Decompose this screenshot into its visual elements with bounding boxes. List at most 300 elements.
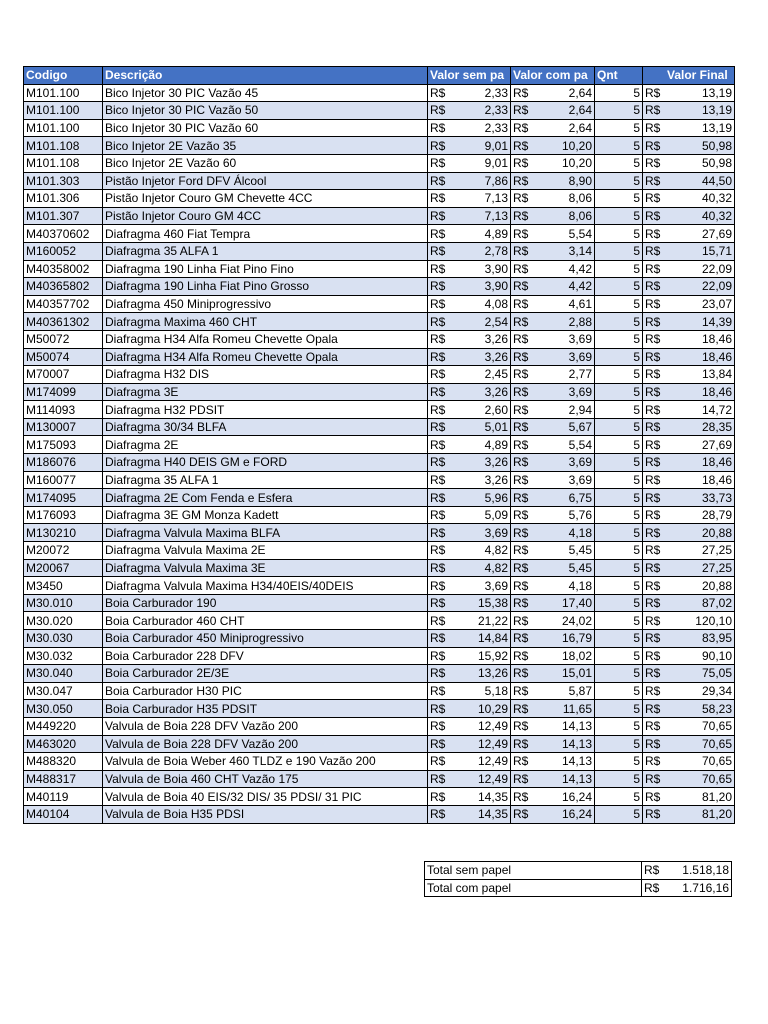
cell-codigo[interactable]: M30.032 [24, 647, 103, 665]
cell-valor-final[interactable]: 27,25 [665, 559, 735, 577]
cell-qnt[interactable]: 5 [595, 260, 643, 278]
cell-valor-final[interactable]: 15,71 [665, 242, 735, 260]
cell-valor-com-papel[interactable]: 6,75 [533, 489, 595, 507]
cell-qnt[interactable]: 5 [595, 682, 643, 700]
cell-codigo[interactable]: M30.040 [24, 665, 103, 683]
currency-symbol: R$ [643, 612, 665, 630]
table-row [24, 542, 735, 560]
cell-valor-sem-papel[interactable]: 3,69 [450, 524, 511, 542]
cell-valor-sem-papel[interactable]: 12,49 [450, 770, 511, 788]
cell-valor-sem-papel[interactable]: 15,38 [450, 594, 511, 612]
cell-codigo[interactable]: M40365802 [24, 278, 103, 296]
cell-descricao[interactable]: Bico Injetor 30 PIC Vazão 45 [103, 84, 428, 102]
currency-symbol: R$ [643, 172, 665, 190]
cell-descricao[interactable]: Diafragma Valvula Maxima 2E [103, 542, 428, 560]
currency-symbol: R$ [643, 665, 665, 683]
cell-valor-final[interactable]: 75,05 [665, 665, 735, 683]
cell-valor-sem-papel[interactable]: 5,96 [450, 489, 511, 507]
cell-qnt[interactable]: 5 [595, 454, 643, 472]
cell-descricao[interactable]: Diafragma 35 ALFA 1 [103, 471, 428, 489]
cell-codigo[interactable]: M130007 [24, 418, 103, 436]
cell-descricao[interactable]: Diafragma 2E Com Fenda e Esfera [103, 489, 428, 507]
cell-codigo[interactable]: M174099 [24, 383, 103, 401]
cell-descricao[interactable]: Diafragma 460 Fiat Tempra [103, 225, 428, 243]
cell-codigo[interactable]: M101.303 [24, 172, 103, 190]
cell-valor-final[interactable]: 20,88 [665, 524, 735, 542]
cell-valor-com-papel[interactable]: 2,94 [533, 401, 595, 419]
cell-valor-final[interactable]: 20,88 [665, 577, 735, 595]
cell-codigo[interactable]: M174095 [24, 489, 103, 507]
cell-valor-sem-papel[interactable]: 5,09 [450, 506, 511, 524]
cell-codigo[interactable]: M101.100 [24, 84, 103, 102]
cell-codigo[interactable]: M30.030 [24, 630, 103, 648]
cell-valor-com-papel[interactable]: 5,87 [533, 682, 595, 700]
cell-qnt[interactable]: 5 [595, 559, 643, 577]
cell-valor-final[interactable]: 13,19 [665, 102, 735, 120]
cell-qnt[interactable]: 5 [595, 137, 643, 155]
cell-descricao[interactable]: Boia Carburador H35 PDSIT [103, 700, 428, 718]
cell-valor-final[interactable]: 40,32 [665, 190, 735, 208]
cell-qnt[interactable]: 5 [595, 84, 643, 102]
cell-valor-final[interactable]: 13,84 [665, 366, 735, 384]
cell-valor-sem-papel[interactable]: 4,89 [450, 436, 511, 454]
cell-valor-com-papel[interactable]: 16,79 [533, 630, 595, 648]
currency-symbol: R$ [428, 313, 450, 331]
cell-valor-com-papel[interactable]: 2,77 [533, 366, 595, 384]
cell-qnt[interactable]: 5 [595, 119, 643, 137]
currency-symbol: R$ [643, 542, 665, 560]
cell-valor-com-papel[interactable]: 3,69 [533, 383, 595, 401]
cell-descricao[interactable]: Boia Carburador 228 DFV [103, 647, 428, 665]
cell-codigo[interactable]: M40119 [24, 788, 103, 806]
cell-qnt[interactable]: 5 [595, 594, 643, 612]
cell-qnt[interactable]: 5 [595, 735, 643, 753]
cell-valor-sem-papel[interactable]: 4,82 [450, 559, 511, 577]
cell-valor-final[interactable]: 70,65 [665, 770, 735, 788]
cell-codigo[interactable]: M50072 [24, 330, 103, 348]
cell-qnt[interactable]: 5 [595, 383, 643, 401]
cell-valor-sem-papel[interactable]: 21,22 [450, 612, 511, 630]
col-header-valor-com-papel[interactable]: Valor com pa [511, 67, 595, 85]
cell-valor-final[interactable]: 14,72 [665, 401, 735, 419]
currency-symbol: R$ [643, 330, 665, 348]
currency-symbol: R$ [428, 647, 450, 665]
cell-descricao[interactable]: Diafragma Valvula Maxima H34/40EIS/40DEIS [103, 577, 428, 595]
cell-valor-com-papel[interactable]: 14,13 [533, 735, 595, 753]
currency-symbol: R$ [511, 84, 533, 102]
cell-qnt[interactable]: 5 [595, 700, 643, 718]
cell-descricao[interactable]: Bico Injetor 2E Vazão 35 [103, 137, 428, 155]
cell-valor-final[interactable]: 87,02 [665, 594, 735, 612]
cell-valor-sem-papel[interactable]: 2,78 [450, 242, 511, 260]
cell-descricao[interactable]: Boia Carburador H30 PIC [103, 682, 428, 700]
cell-codigo[interactable]: M20072 [24, 542, 103, 560]
cell-valor-sem-papel[interactable]: 2,33 [450, 119, 511, 137]
cell-valor-sem-papel[interactable]: 2,54 [450, 313, 511, 331]
cell-valor-sem-papel[interactable]: 3,26 [450, 330, 511, 348]
cell-qnt[interactable]: 5 [595, 225, 643, 243]
currency-symbol: R$ [511, 770, 533, 788]
table-row [24, 700, 735, 718]
cell-valor-com-papel[interactable]: 4,42 [533, 278, 595, 296]
cell-valor-sem-papel[interactable]: 3,90 [450, 278, 511, 296]
cell-valor-final[interactable]: 44,50 [665, 172, 735, 190]
currency-symbol: R$ [643, 524, 665, 542]
cell-valor-final[interactable]: 58,23 [665, 700, 735, 718]
cell-valor-com-papel[interactable]: 15,01 [533, 665, 595, 683]
cell-codigo[interactable]: M30.020 [24, 612, 103, 630]
total-row [425, 862, 732, 880]
cell-valor-com-papel[interactable]: 4,18 [533, 577, 595, 595]
cell-qnt[interactable]: 5 [595, 242, 643, 260]
cell-descricao[interactable]: Diafragma 35 ALFA 1 [103, 242, 428, 260]
cell-qnt[interactable]: 5 [595, 190, 643, 208]
cell-descricao[interactable]: Diafragma H32 PDSIT [103, 401, 428, 419]
cell-valor-final[interactable]: 22,09 [665, 278, 735, 296]
cell-codigo[interactable]: M160052 [24, 242, 103, 260]
cell-valor-sem-papel[interactable]: 14,35 [450, 788, 511, 806]
cell-qnt[interactable]: 5 [595, 489, 643, 507]
cell-valor-com-papel[interactable]: 2,64 [533, 119, 595, 137]
cell-qnt[interactable]: 5 [595, 418, 643, 436]
cell-codigo[interactable]: M30.050 [24, 700, 103, 718]
cell-valor-final[interactable]: 70,65 [665, 717, 735, 735]
cell-valor-com-papel[interactable]: 2,64 [533, 102, 595, 120]
currency-symbol: R$ [643, 788, 665, 806]
cell-descricao[interactable]: Diafragma H40 DEIS GM e FORD [103, 454, 428, 472]
cell-descricao[interactable]: Bico Injetor 30 PIC Vazão 50 [103, 102, 428, 120]
cell-qnt[interactable]: 5 [595, 788, 643, 806]
cell-codigo[interactable]: M186076 [24, 454, 103, 472]
table-row [24, 770, 735, 788]
cell-valor-com-papel[interactable]: 5,45 [533, 559, 595, 577]
cell-descricao[interactable]: Diafragma 3E [103, 383, 428, 401]
cell-codigo[interactable]: M101.100 [24, 102, 103, 120]
cell-valor-sem-papel[interactable]: 3,26 [450, 471, 511, 489]
cell-qnt[interactable]: 5 [595, 753, 643, 771]
cell-valor-sem-papel[interactable]: 5,18 [450, 682, 511, 700]
cell-valor-sem-papel[interactable]: 3,90 [450, 260, 511, 278]
cell-descricao[interactable]: Diafragma H32 DIS [103, 366, 428, 384]
currency-symbol: R$ [511, 717, 533, 735]
cell-qnt[interactable]: 5 [595, 313, 643, 331]
cell-descricao[interactable]: Boia Carburador 2E/3E [103, 665, 428, 683]
cell-valor-final[interactable]: 90,10 [665, 647, 735, 665]
cell-qnt[interactable]: 5 [595, 295, 643, 313]
cell-valor-com-papel[interactable]: 5,45 [533, 542, 595, 560]
currency-symbol: R$ [643, 137, 665, 155]
cell-codigo[interactable]: M40358002 [24, 260, 103, 278]
cell-valor-com-papel[interactable]: 3,69 [533, 454, 595, 472]
cell-qnt[interactable]: 5 [595, 577, 643, 595]
cell-codigo[interactable]: M463020 [24, 735, 103, 753]
header-row [24, 67, 735, 85]
cell-valor-sem-papel[interactable]: 7,13 [450, 190, 511, 208]
cell-valor-final[interactable]: 28,35 [665, 418, 735, 436]
cell-descricao[interactable]: Diafragma 190 Linha Fiat Pino Fino [103, 260, 428, 278]
cell-qnt[interactable]: 5 [595, 154, 643, 172]
cell-valor-com-papel[interactable]: 5,54 [533, 436, 595, 454]
cell-valor-com-papel[interactable]: 4,18 [533, 524, 595, 542]
cell-descricao[interactable]: Bico Injetor 2E Vazão 60 [103, 154, 428, 172]
cell-valor-com-papel[interactable]: 11,65 [533, 700, 595, 718]
table-row [24, 137, 735, 155]
cell-qnt[interactable]: 5 [595, 436, 643, 454]
cell-codigo[interactable]: M130210 [24, 524, 103, 542]
cell-descricao[interactable]: Valvula de Boia 460 CHT Vazão 175 [103, 770, 428, 788]
cell-descricao[interactable]: Pistão Injetor Couro GM Chevette 4CC [103, 190, 428, 208]
col-header-qnt[interactable]: Qnt [595, 67, 643, 85]
cell-qnt[interactable]: 5 [595, 542, 643, 560]
cell-valor-com-papel[interactable]: 8,90 [533, 172, 595, 190]
cell-valor-final[interactable]: 27,69 [665, 436, 735, 454]
cell-valor-com-papel[interactable]: 17,40 [533, 594, 595, 612]
cell-qnt[interactable]: 5 [595, 506, 643, 524]
cell-codigo[interactable]: M30.010 [24, 594, 103, 612]
cell-codigo[interactable]: M40361302 [24, 313, 103, 331]
cell-valor-final[interactable]: 23,07 [665, 295, 735, 313]
cell-codigo[interactable]: M488320 [24, 753, 103, 771]
cell-qnt[interactable]: 5 [595, 612, 643, 630]
total-label[interactable]: Total com papel [425, 879, 642, 897]
cell-valor-sem-papel[interactable]: 12,49 [450, 753, 511, 771]
cell-valor-final[interactable]: 18,46 [665, 383, 735, 401]
cell-descricao[interactable]: Diafragma Valvula Maxima BLFA [103, 524, 428, 542]
cell-valor-final[interactable]: 81,20 [665, 788, 735, 806]
cell-codigo[interactable]: M101.108 [24, 154, 103, 172]
cell-valor-sem-papel[interactable]: 12,49 [450, 735, 511, 753]
cell-descricao[interactable]: Diafragma 190 Linha Fiat Pino Grosso [103, 278, 428, 296]
cell-valor-final[interactable]: 50,98 [665, 154, 735, 172]
cell-valor-final[interactable]: 27,69 [665, 225, 735, 243]
cell-valor-final[interactable]: 70,65 [665, 753, 735, 771]
cell-valor-sem-papel[interactable]: 10,29 [450, 700, 511, 718]
cell-descricao[interactable]: Diafragma H34 Alfa Romeu Chevette Opala [103, 348, 428, 366]
cell-valor-sem-papel[interactable]: 3,26 [450, 454, 511, 472]
cell-descricao[interactable]: Pistão Injetor Couro GM 4CC [103, 207, 428, 225]
cell-codigo[interactable]: M20067 [24, 559, 103, 577]
cell-qnt[interactable]: 5 [595, 717, 643, 735]
cell-codigo[interactable]: M30.047 [24, 682, 103, 700]
cell-valor-com-papel[interactable]: 5,76 [533, 506, 595, 524]
cell-valor-com-papel[interactable]: 4,61 [533, 295, 595, 313]
table-row [24, 594, 735, 612]
cell-descricao[interactable]: Valvula de Boia 228 DFV Vazão 200 [103, 735, 428, 753]
cell-valor-sem-papel[interactable]: 12,49 [450, 717, 511, 735]
cell-valor-com-papel[interactable]: 3,69 [533, 348, 595, 366]
total-value[interactable]: 1.716,16 [664, 879, 732, 897]
cell-valor-com-papel[interactable]: 14,13 [533, 717, 595, 735]
cell-valor-sem-papel[interactable]: 14,84 [450, 630, 511, 648]
cell-descricao[interactable]: Boia Carburador 190 [103, 594, 428, 612]
cell-qnt[interactable]: 5 [595, 207, 643, 225]
cell-valor-sem-papel[interactable]: 3,69 [450, 577, 511, 595]
currency-symbol: R$ [511, 559, 533, 577]
col-header-codigo[interactable]: Codigo [24, 67, 103, 85]
cell-descricao[interactable]: Diafragma 30/34 BLFA [103, 418, 428, 436]
cell-descricao[interactable]: Bico Injetor 30 PIC Vazão 60 [103, 119, 428, 137]
cell-valor-final[interactable]: 120,10 [665, 612, 735, 630]
cell-descricao[interactable]: Diafragma H34 Alfa Romeu Chevette Opala [103, 330, 428, 348]
currency-symbol: R$ [643, 471, 665, 489]
cell-valor-com-papel[interactable]: 24,02 [533, 612, 595, 630]
table-row [24, 295, 735, 313]
cell-codigo[interactable]: M50074 [24, 348, 103, 366]
cell-qnt[interactable]: 5 [595, 330, 643, 348]
cell-qnt[interactable]: 5 [595, 102, 643, 120]
cell-qnt[interactable]: 5 [595, 524, 643, 542]
col-header-valor-final[interactable]: Valor Final [643, 67, 735, 85]
total-value[interactable]: 1.518,18 [664, 862, 732, 880]
cell-valor-com-papel[interactable]: 14,13 [533, 753, 595, 771]
cell-codigo[interactable]: M101.307 [24, 207, 103, 225]
cell-valor-final[interactable]: 40,32 [665, 207, 735, 225]
cell-valor-final[interactable]: 18,46 [665, 330, 735, 348]
cell-qnt[interactable]: 5 [595, 665, 643, 683]
cell-valor-final[interactable]: 27,25 [665, 542, 735, 560]
cell-qnt[interactable]: 5 [595, 348, 643, 366]
cell-valor-sem-papel[interactable]: 13,26 [450, 665, 511, 683]
currency-symbol: R$ [511, 630, 533, 648]
cell-valor-sem-papel[interactable]: 2,45 [450, 366, 511, 384]
cell-valor-sem-papel[interactable]: 3,26 [450, 383, 511, 401]
cell-valor-com-papel[interactable]: 2,64 [533, 84, 595, 102]
cell-descricao[interactable]: Diafragma Maxima 460 CHT [103, 313, 428, 331]
cell-valor-com-papel[interactable]: 5,67 [533, 418, 595, 436]
cell-valor-sem-papel[interactable]: 2,33 [450, 102, 511, 120]
table-row [24, 260, 735, 278]
cell-valor-sem-papel[interactable]: 4,82 [450, 542, 511, 560]
cell-valor-final[interactable]: 81,20 [665, 805, 735, 823]
cell-valor-com-papel[interactable]: 4,42 [533, 260, 595, 278]
cell-valor-final[interactable]: 33,73 [665, 489, 735, 507]
cell-valor-com-papel[interactable]: 3,69 [533, 330, 595, 348]
cell-codigo[interactable]: M101.100 [24, 119, 103, 137]
table-row [24, 471, 735, 489]
cell-valor-sem-papel[interactable]: 7,13 [450, 207, 511, 225]
cell-valor-com-papel[interactable]: 16,24 [533, 788, 595, 806]
cell-valor-final[interactable]: 13,19 [665, 119, 735, 137]
cell-valor-sem-papel[interactable]: 3,26 [450, 348, 511, 366]
cell-descricao[interactable]: Valvula de Boia H35 PDSI [103, 805, 428, 823]
cell-qnt[interactable]: 5 [595, 366, 643, 384]
cell-qnt[interactable]: 5 [595, 172, 643, 190]
cell-valor-sem-papel[interactable]: 2,60 [450, 401, 511, 419]
table-row [24, 524, 735, 542]
cell-qnt[interactable]: 5 [595, 805, 643, 823]
cell-codigo[interactable]: M449220 [24, 717, 103, 735]
cell-descricao[interactable]: Boia Carburador 460 CHT [103, 612, 428, 630]
cell-valor-final[interactable]: 29,34 [665, 682, 735, 700]
col-header-descricao[interactable]: Descrição [103, 67, 428, 85]
cell-codigo[interactable]: M70007 [24, 366, 103, 384]
cell-valor-com-papel[interactable]: 8,06 [533, 207, 595, 225]
col-header-valor-sem-papel[interactable]: Valor sem pa [428, 67, 511, 85]
currency-symbol: R$ [428, 348, 450, 366]
currency-symbol: R$ [643, 753, 665, 771]
total-label[interactable]: Total sem papel [425, 862, 642, 880]
cell-valor-com-papel[interactable]: 3,69 [533, 471, 595, 489]
cell-valor-sem-papel[interactable]: 9,01 [450, 154, 511, 172]
cell-valor-final[interactable]: 13,19 [665, 84, 735, 102]
cell-valor-sem-papel[interactable]: 2,33 [450, 84, 511, 102]
cell-qnt[interactable]: 5 [595, 471, 643, 489]
cell-valor-sem-papel[interactable]: 9,01 [450, 137, 511, 155]
cell-valor-sem-papel[interactable]: 4,89 [450, 225, 511, 243]
cell-valor-final[interactable]: 18,46 [665, 471, 735, 489]
cell-valor-final[interactable]: 50,98 [665, 137, 735, 155]
table-row [24, 647, 735, 665]
cell-qnt[interactable]: 5 [595, 630, 643, 648]
cell-qnt[interactable]: 5 [595, 770, 643, 788]
cell-codigo[interactable]: M40104 [24, 805, 103, 823]
cell-codigo[interactable]: M3450 [24, 577, 103, 595]
cell-valor-sem-papel[interactable]: 14,35 [450, 805, 511, 823]
cell-valor-final[interactable]: 22,09 [665, 260, 735, 278]
cell-valor-final[interactable]: 83,95 [665, 630, 735, 648]
cell-valor-com-papel[interactable]: 2,88 [533, 313, 595, 331]
cell-qnt[interactable]: 5 [595, 647, 643, 665]
cell-valor-final[interactable]: 18,46 [665, 348, 735, 366]
cell-valor-sem-papel[interactable]: 7,86 [450, 172, 511, 190]
cell-valor-com-papel[interactable]: 10,20 [533, 137, 595, 155]
currency-symbol: R$ [428, 260, 450, 278]
cell-descricao[interactable]: Diafragma Valvula Maxima 3E [103, 559, 428, 577]
cell-codigo[interactable]: M101.108 [24, 137, 103, 155]
cell-descricao[interactable]: Diafragma 2E [103, 436, 428, 454]
cell-codigo[interactable]: M175093 [24, 436, 103, 454]
cell-valor-com-papel[interactable]: 18,02 [533, 647, 595, 665]
table-body [24, 84, 735, 823]
cell-valor-sem-papel[interactable]: 4,08 [450, 295, 511, 313]
cell-valor-final[interactable]: 14,39 [665, 313, 735, 331]
currency-symbol: R$ [428, 436, 450, 454]
cell-codigo[interactable]: M40370602 [24, 225, 103, 243]
cell-valor-com-papel[interactable]: 3,14 [533, 242, 595, 260]
cell-descricao[interactable]: Boia Carburador 450 Miniprogressivo [103, 630, 428, 648]
currency-symbol: R$ [511, 383, 533, 401]
cell-valor-com-papel[interactable]: 8,06 [533, 190, 595, 208]
cell-descricao[interactable]: Diafragma 3E GM Monza Kadett [103, 506, 428, 524]
currency-symbol: R$ [511, 137, 533, 155]
cell-qnt[interactable]: 5 [595, 401, 643, 419]
cell-codigo[interactable]: M488317 [24, 770, 103, 788]
cell-codigo[interactable]: M40357702 [24, 295, 103, 313]
cell-codigo[interactable]: M114093 [24, 401, 103, 419]
cell-codigo[interactable]: M101.306 [24, 190, 103, 208]
cell-valor-com-papel[interactable]: 14,13 [533, 770, 595, 788]
currency-symbol: R$ [428, 190, 450, 208]
cell-valor-final[interactable]: 18,46 [665, 454, 735, 472]
cell-descricao[interactable]: Valvula de Boia Weber 460 TLDZ e 190 Vazão 200 [103, 753, 428, 771]
cell-qnt[interactable]: 5 [595, 278, 643, 296]
cell-descricao[interactable]: Valvula de Boia 40 EIS/32 DIS/ 35 PDSI/ 31 PIC [103, 788, 428, 806]
cell-descricao[interactable]: Valvula de Boia 228 DFV Vazão 200 [103, 717, 428, 735]
cell-codigo[interactable]: M160077 [24, 471, 103, 489]
cell-valor-sem-papel[interactable]: 15,92 [450, 647, 511, 665]
cell-valor-final[interactable]: 28,79 [665, 506, 735, 524]
cell-descricao[interactable]: Pistão Injetor Ford DFV Álcool [103, 172, 428, 190]
cell-valor-com-papel[interactable]: 16,24 [533, 805, 595, 823]
cell-valor-final[interactable]: 70,65 [665, 735, 735, 753]
cell-descricao[interactable]: Diafragma 450 Miniprogressivo [103, 295, 428, 313]
cell-valor-com-papel[interactable]: 5,54 [533, 225, 595, 243]
cell-codigo[interactable]: M176093 [24, 506, 103, 524]
cell-valor-sem-papel[interactable]: 5,01 [450, 418, 511, 436]
table-row [24, 84, 735, 102]
currency-symbol: R$ [428, 542, 450, 560]
cell-valor-com-papel[interactable]: 10,20 [533, 154, 595, 172]
